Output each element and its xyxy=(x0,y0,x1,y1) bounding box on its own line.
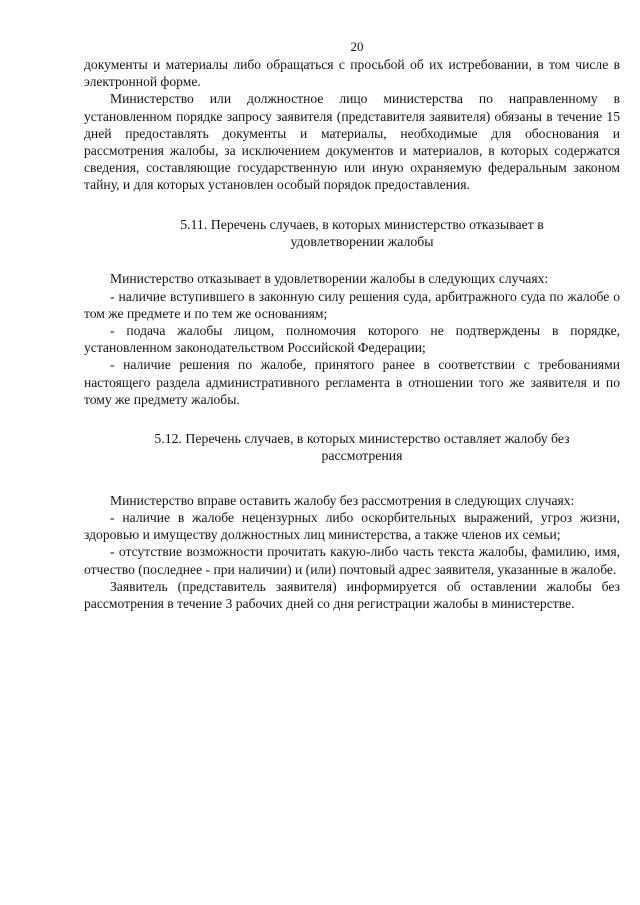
intro-paragraph-1: документы и материалы либо обращаться с просьбой об их истребовании, в том числе в электронной форме. xyxy=(84,57,620,90)
section-5-12-heading xyxy=(84,430,620,465)
section-5-11-heading-line-1: 5.11. Перечень случаев, в которых министерство отказывает в xyxy=(180,216,544,232)
section-5-12-heading-line-1: 5.12. Перечень случаев, в которых министерство оставляет жалобу без xyxy=(154,431,570,447)
section-5-11-paragraph-1: Министерство отказывает в удовлетворении жалобы в следующих случаях: xyxy=(110,271,549,287)
section-5-11-item-1: - наличие вступившего в законную силу решения суда, арбитражного суда по жалобе о том же предмете и по тем же основаниям; xyxy=(84,288,620,321)
intro-paragraph-2: Министерство или должностное лицо министерства по направленному в установленном порядке запросу заявителя (представителя заявителя) обязаны в течение 15 дней предоставлять документы и материалы, необходимые для обоснования и рассмотрения жалобы, за исключением документов и материалов, в которых содержатся сведения, составляющие государственную или иную охраняемую федеральным законом тайну, и для которых установлен особый порядок предоставления. xyxy=(84,91,620,193)
section-5-12-paragraph-1: Министерство вправе оставить жалобу без рассмотрения в следующих случаях: xyxy=(110,492,575,508)
section-5-12-item-1: - наличие в жалобе нецензурных либо оскорбительных выражений, угроз жизни, здоровью и имуществу должностных лиц министерства, а также членов их семьи; xyxy=(84,510,620,543)
section-5-11-heading xyxy=(84,216,620,251)
section-5-12-heading-line-2: рассмотрения xyxy=(321,448,403,464)
section-5-11-item-2: - подача жалобы лицом, полномочия которого не подтверждены в порядке, установленном законодательством Российской Федерации; xyxy=(84,323,620,356)
section-5-11-item-3: - наличие решения по жалобе, принятого ранее в соответствии с требованиями настоящего раздела административного регламента в отношении того же заявителя и по тому же предмету жалобы. xyxy=(84,357,620,407)
section-5-12-item-2: - отсутствие возможности прочитать какую-либо часть текста жалобы, фамилию, имя, отчество (последнее - при наличии) и (или) почтовый адрес заявителя, указанные в жалобе. xyxy=(84,544,620,577)
section-5-12-paragraph-2: Заявитель (представитель заявителя) информируется об оставлении жалобы без рассмотрения в течение 3 рабочих дней со дня регистрации жалобы в министерстве. xyxy=(84,578,620,612)
section-5-11-heading-line-2: удовлетворении жалобы xyxy=(290,234,434,250)
page-number: 20 xyxy=(350,39,364,54)
